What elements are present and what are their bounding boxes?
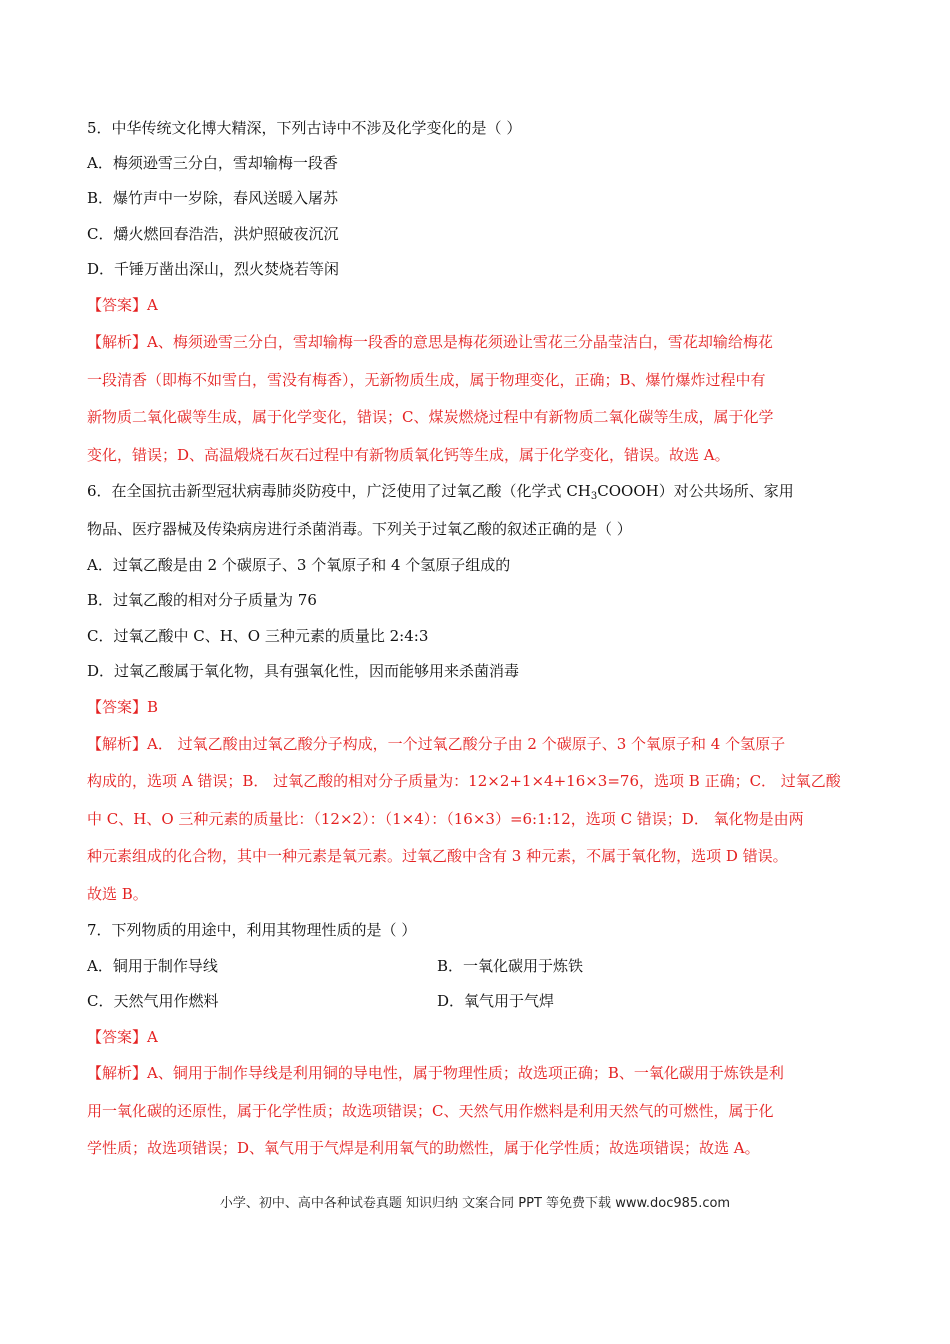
- q6-option-c: C．过氧乙酸中 C、H、O 三种元素的质量比 2:4:3: [87, 627, 429, 645]
- q6-analysis-label: 【解析】: [87, 735, 148, 753]
- q7-analysis-text: A、铜用于制作导线是利用铜的导电性，属于物理性质；故选项正确；B、一氧化碳用于炼铁是利: [147, 1064, 784, 1082]
- q7-analysis-label: 【解析】: [87, 1064, 148, 1082]
- q5-option-d: D．千锤万凿出深山，烈火焚烧若等闲: [87, 260, 340, 278]
- q6-stem-text: 6．在全国抗击新型冠状病毒肺炎防疫中，广泛使用了过氧乙酸（化学式 CH: [87, 482, 591, 500]
- q6-answer: [87, 697, 158, 717]
- q6-stem-text: COOOH）对公共场所、家用: [597, 482, 794, 500]
- q5-analysis-line: 新物质二氧化碳等生成，属于化学变化，错误；C、煤炭燃烧过程中有新物质二氧化碳等生成，属于化学: [87, 408, 774, 426]
- q6-answer-label: 【答案】: [87, 698, 148, 716]
- q6-analysis-line: 种元素组成的化合物，其中一种元素是氧元素。过氧乙酸中含有 3 种元素，不属于氧化物，选项 D 错误。: [87, 847, 788, 865]
- q6-analysis-line: [87, 734, 785, 754]
- q5-answer-value: A: [147, 296, 158, 314]
- q7-option-c: C．天然气用作燃料: [87, 992, 219, 1010]
- q7-answer-value: A: [147, 1028, 158, 1046]
- q6-option-d: D．过氧乙酸属于氧化物，具有强氧化性，因而能够用来杀菌消毒: [87, 662, 520, 680]
- q5-option-b: B．爆竹声中一岁除，春风送暖入屠苏: [87, 189, 339, 207]
- q7-analysis-line: [87, 1063, 784, 1083]
- q7-answer: [87, 1027, 158, 1047]
- q7-option-d: D．氧气用于气焊: [437, 992, 555, 1010]
- q6-answer-value: B: [147, 698, 159, 716]
- q5-answer-label: 【答案】: [87, 296, 148, 314]
- q7-option-b: B．一氧化碳用于炼铁: [437, 957, 584, 975]
- q6-stem-line1: [87, 481, 794, 501]
- page-footer: 小学、初中、高中各种试卷真题 知识归纳 文案合同 PPT 等免费下载 www.doc985.com: [219, 1196, 731, 1211]
- q5-analysis-line: 一段清香（即梅不如雪白，雪没有梅香），无新物质生成，属于物理变化，正确；B、爆竹爆炸过程中有: [87, 371, 766, 389]
- q7-analysis-line: 用一氧化碳的还原性，属于化学性质；故选项错误；C、天然气用作燃料是利用天然气的可燃性，属于化: [87, 1102, 774, 1120]
- q5-stem: 5．中华传统文化博大精深，下列古诗中不涉及化学变化的是（ ）: [87, 119, 522, 137]
- q6-analysis-line: 故选 B。: [87, 885, 148, 903]
- q6-analysis-text: A． 过氧乙酸由过氧乙酸分子构成，一个过氧乙酸分子由 2 个碳原子、3 个氧原子和 4 个氢原子: [147, 735, 786, 753]
- q6-analysis-line: 构成的，选项 A 错误；B． 过氧乙酸的相对分子质量为：12×2+1×4+16×3=76，选项 B 正确；C． 过氧乙酸: [87, 772, 841, 790]
- q7-answer-label: 【答案】: [87, 1028, 148, 1046]
- q5-analysis-line: 变化，错误；D、高温煅烧石灰石过程中有新物质氧化钙等生成，属于化学变化，错误。故选 A。: [87, 446, 730, 464]
- q7-option-a: A．铜用于制作导线: [87, 957, 218, 975]
- q6-option-a: A．过氧乙酸是由 2 个碳原子、3 个氧原子和 4 个氢原子组成的: [87, 556, 511, 574]
- q5-option-c: C．爝火燃回春浩浩，洪炉照破夜沉沉: [87, 225, 339, 243]
- q5-analysis-line: [87, 332, 773, 352]
- q7-analysis-line: 学性质；故选项错误；D、氧气用于气焊是利用氧气的助燃性，属于化学性质；故选项错误；故选 A。: [87, 1139, 760, 1157]
- q5-option-a: A．梅须逊雪三分白，雪却输梅一段香: [87, 154, 338, 172]
- q6-formula-subscript: 3: [590, 491, 598, 502]
- q6-analysis-line: 中 C、H、O 三种元素的质量比：（12×2）：（1×4）：（16×3）=6:1:12，选项 C 错误；D． 氧化物是由两: [87, 810, 804, 828]
- q6-option-b: B．过氧乙酸的相对分子质量为 76: [87, 591, 317, 609]
- q6-stem-line2: 物品、医疗器械及传染病房进行杀菌消毒。下列关于过氧乙酸的叙述正确的是（ ）: [87, 520, 632, 538]
- q5-analysis-text: A、梅须逊雪三分白，雪却输梅一段香的意思是梅花须逊让雪花三分晶莹洁白，雪花却输给梅花: [147, 333, 773, 351]
- q5-answer: [87, 295, 158, 315]
- q7-stem: 7．下列物质的用途中，利用其物理性质的是（ ）: [87, 921, 417, 939]
- q5-analysis-label: 【解析】: [87, 333, 148, 351]
